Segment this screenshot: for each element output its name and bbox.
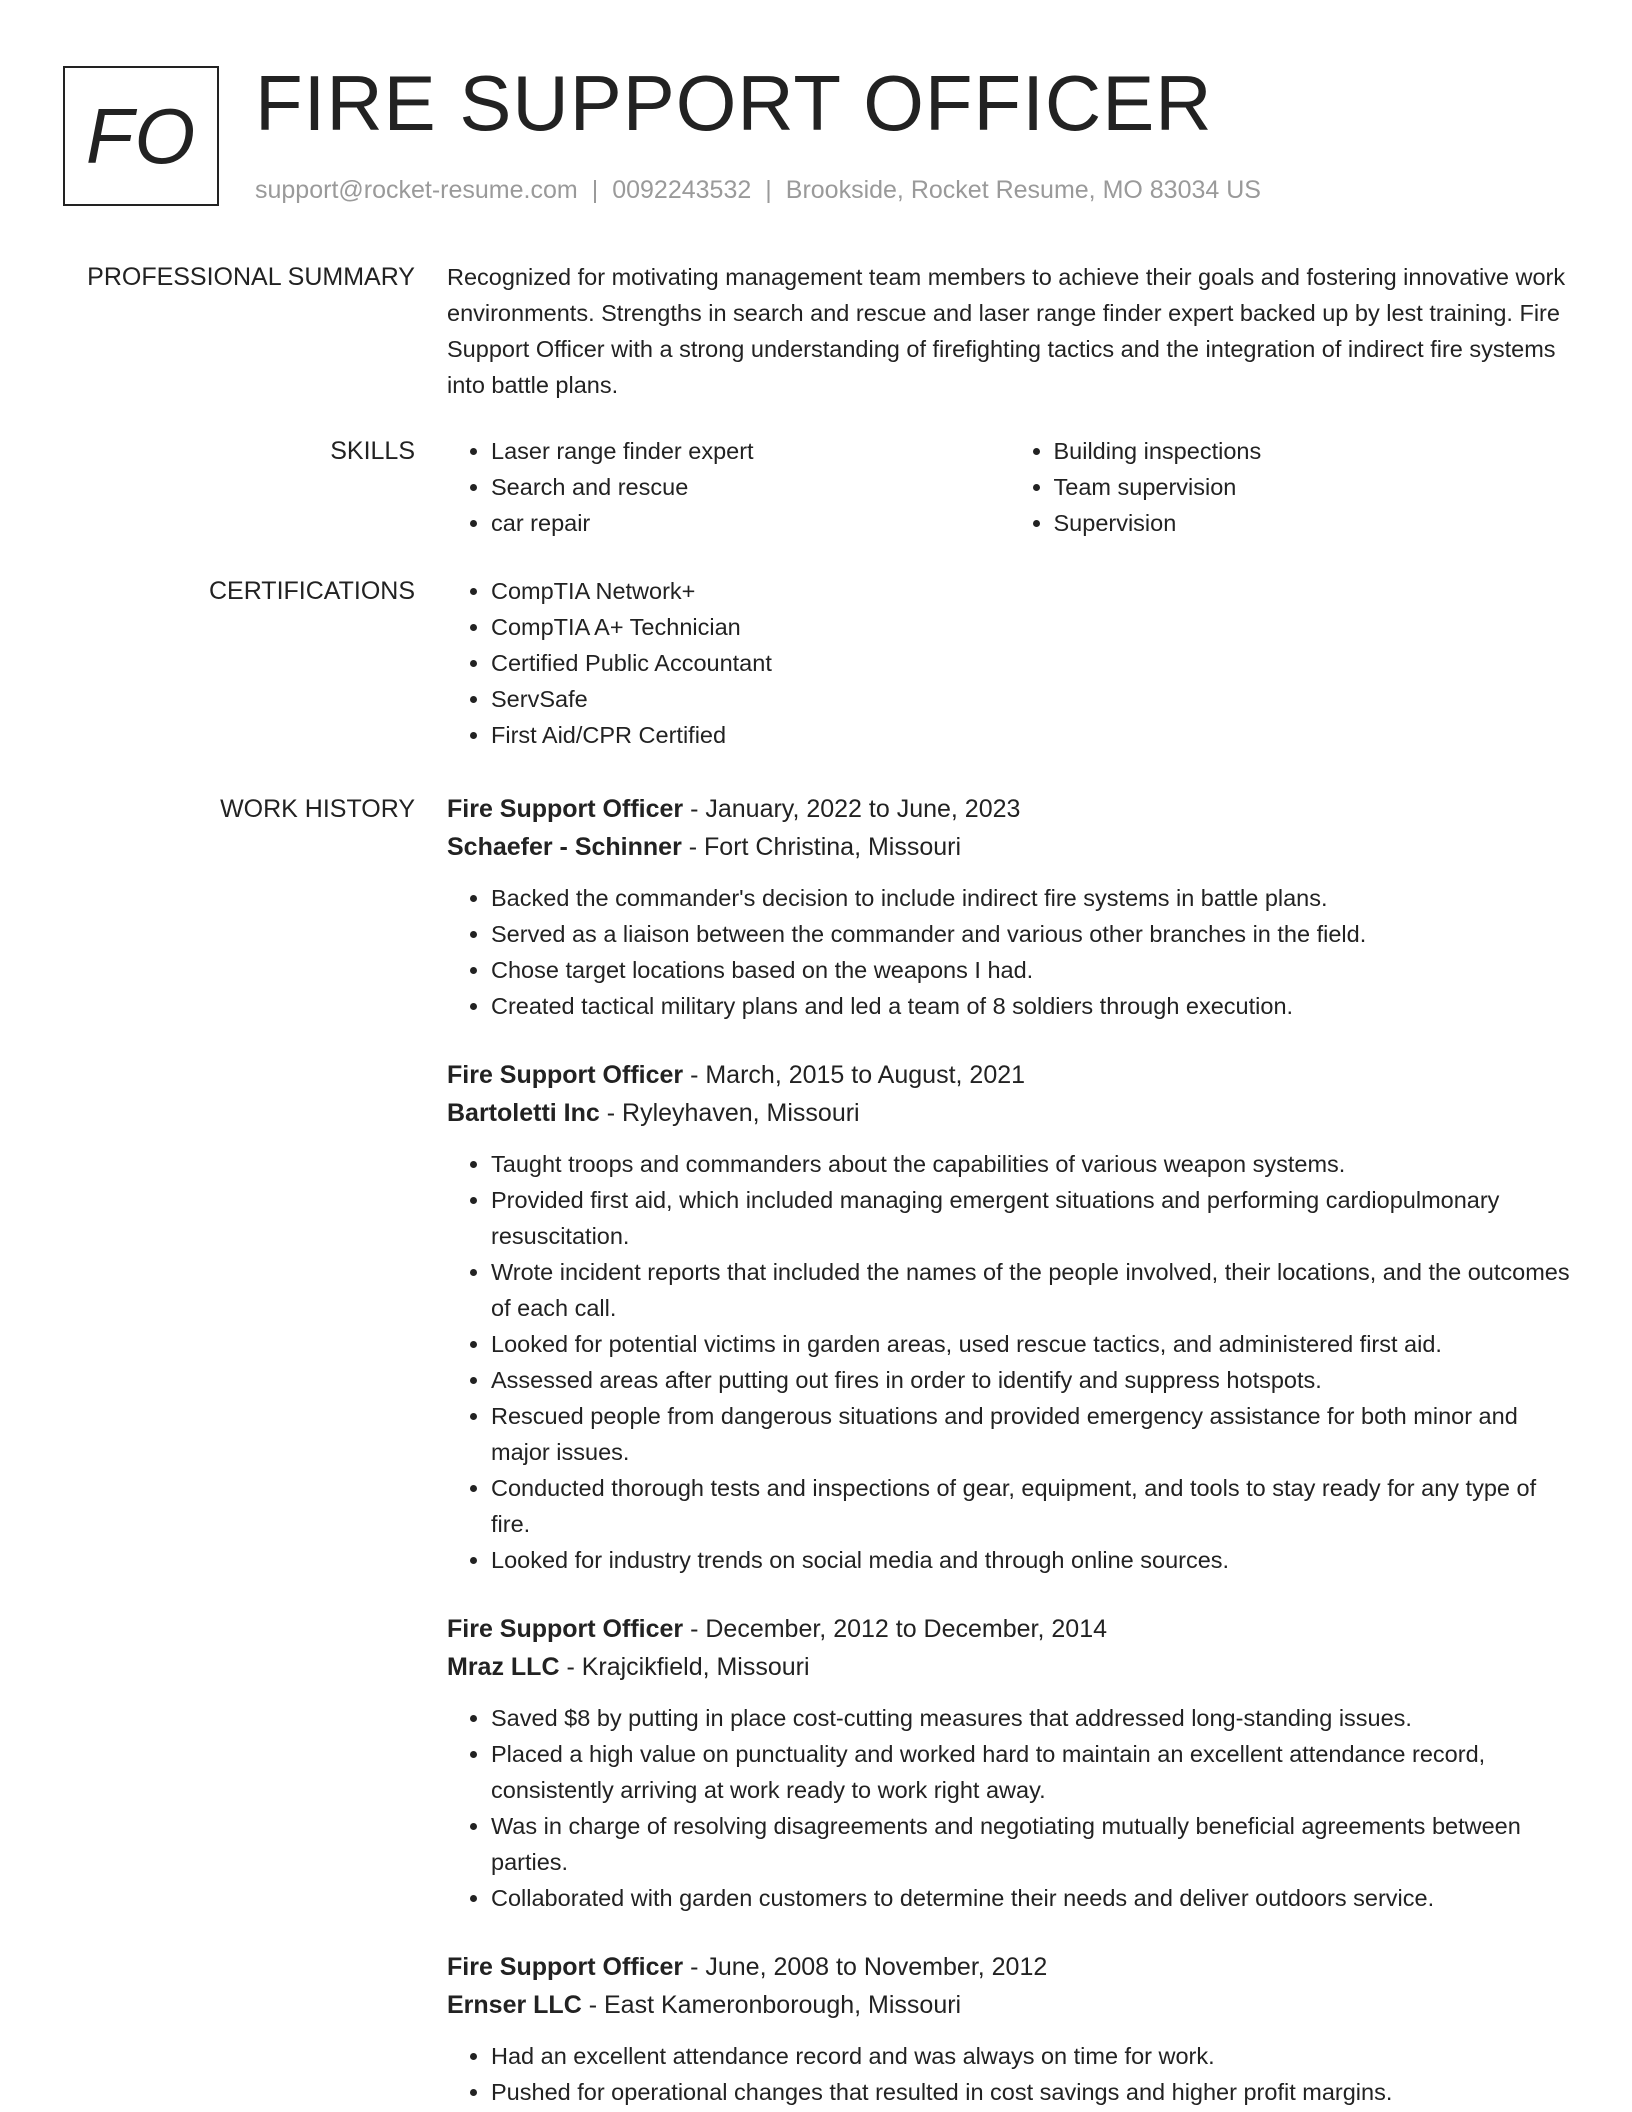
job-bullet: • Rescued people from dangerous situations and provided emergency assistance for both minor and major issues.	[491, 1398, 1572, 1470]
job-title-line: Fire Support Officer - March, 2015 to August, 2021	[447, 1061, 1026, 1089]
job-bullet: • Conducted thorough tests and inspections of gear, equipment, and tools to stay ready for any type of fire.	[491, 1470, 1572, 1542]
job-title: Fire Support Officer	[447, 1061, 684, 1089]
job-bullet: • Assessed areas after putting out fires in order to identify and suppress hotspots.	[491, 1362, 1572, 1398]
job-bullet: • Taught troops and commanders about the capabilities of various weapon systems.	[491, 1146, 1572, 1182]
skills-label: SKILLS	[330, 437, 415, 465]
job-bullet: • Pushed for operational changes that resulted in cost savings and higher profit margins.	[491, 2074, 1572, 2110]
skill-item: • Team supervision	[1054, 469, 1573, 505]
address-text: Brookside, Rocket Resume, MO 83034 US	[785, 176, 1261, 204]
certification-item: • CompTIA A+ Technician	[491, 609, 1572, 645]
job-company: Mraz LLC	[447, 1653, 560, 1681]
job-dates: January, 2022 to June, 2023	[705, 795, 1021, 823]
job-location: Ryleyhaven, Missouri	[622, 1099, 860, 1127]
monogram-initials: FO	[63, 66, 219, 206]
job-bullet: • Was in charge of resolving disagreements and negotiating mutually beneficial agreements between parties.	[491, 1808, 1572, 1880]
job-company: Schaefer - Schinner	[447, 833, 682, 861]
job-company-line: Mraz LLC - Krajcikfield, Missouri	[447, 1653, 810, 1681]
job-bullet: • Created tactical military plans and led a team of 8 soldiers through execution.	[491, 988, 1572, 1024]
skill-item: • car repair	[491, 505, 1010, 541]
job-entry	[447, 1610, 1572, 1916]
phone-text: 0092243532	[612, 176, 752, 204]
job-bullets	[447, 1700, 1572, 1916]
job-location: Krajcikfield, Missouri	[581, 1653, 810, 1681]
job-company: Bartoletti Inc	[447, 1099, 600, 1127]
certification-item: • ServSafe	[491, 681, 1572, 717]
job-dates: June, 2008 to November, 2012	[705, 1953, 1048, 1981]
work-history-label: WORK HISTORY	[220, 795, 415, 823]
job-company-line: Schaefer - Schinner - Fort Christina, Missouri	[447, 833, 962, 861]
job-bullets	[447, 1146, 1572, 1578]
job-bullets	[447, 2038, 1572, 2110]
job-company: Ernser LLC	[447, 1991, 582, 2019]
job-bullet: • Wrote incident reports that included the names of the people involved, their locations, and the outcomes of each call.	[491, 1254, 1572, 1326]
skill-item: • Supervision	[1054, 505, 1573, 541]
email-text: support@rocket-resume.com	[255, 176, 578, 204]
job-dates: December, 2012 to December, 2014	[705, 1615, 1107, 1643]
work-history-body	[447, 790, 1572, 2110]
certification-item: • First Aid/CPR Certified	[491, 717, 1572, 753]
skills-body	[447, 433, 1572, 541]
summary-label: PROFESSIONAL SUMMARY	[87, 263, 415, 291]
separator: |	[765, 176, 772, 204]
skill-item: • Laser range finder expert	[491, 433, 1010, 469]
skills-list-left	[447, 433, 1010, 541]
skills-list-right	[1010, 433, 1573, 541]
job-dates: March, 2015 to August, 2021	[705, 1061, 1026, 1089]
job-title-line: Fire Support Officer - January, 2022 to June, 2023	[447, 795, 1021, 823]
summary-body	[447, 259, 1572, 403]
skill-item: • Search and rescue	[491, 469, 1010, 505]
certifications-list	[447, 573, 1572, 753]
job-bullet: • Chose target locations based on the weapons I had.	[491, 952, 1572, 988]
skill-item: • Building inspections	[1054, 433, 1573, 469]
job-entry	[447, 790, 1572, 1024]
certifications-body	[447, 573, 1572, 753]
job-entry	[447, 1056, 1572, 1578]
job-bullet: • Collaborated with garden customers to determine their needs and deliver outdoors service.	[491, 1880, 1572, 1916]
job-bullets	[447, 880, 1572, 1024]
job-title: Fire Support Officer	[447, 1953, 684, 1981]
certifications-label: CERTIFICATIONS	[208, 577, 415, 605]
job-bullet: • Saved $8 by putting in place cost-cutting measures that addressed long-standing issues.	[491, 1700, 1572, 1736]
job-bullet: • Placed a high value on punctuality and worked hard to maintain an excellent attendance record, consistently arriving at work ready to work right away.	[491, 1736, 1572, 1808]
job-bullet: • Backed the commander's decision to include indirect fire systems in battle plans.	[491, 880, 1572, 916]
separator: |	[591, 176, 599, 204]
job-bullet: • Served as a liaison between the commander and various other branches in the field.	[491, 916, 1572, 952]
contact-line	[255, 174, 1261, 206]
job-company-line: Ernser LLC - East Kameronborough, Missouri	[447, 1991, 962, 2019]
job-bullet: • Looked for potential victims in garden areas, used rescue tactics, and administered first aid.	[491, 1326, 1572, 1362]
certification-item: • Certified Public Accountant	[491, 645, 1572, 681]
certification-item: • CompTIA Network+	[491, 573, 1572, 609]
job-bullet: • Provided first aid, which included managing emergent situations and performing cardiopulmonary resuscitation.	[491, 1182, 1572, 1254]
job-bullet: • Had an excellent attendance record and was always on time for work.	[491, 2038, 1572, 2074]
job-title: Fire Support Officer	[447, 795, 684, 823]
resume-title: FIRE SUPPORT OFFICER	[255, 59, 1213, 147]
job-entry	[447, 1948, 1572, 2110]
job-location: East Kameronborough, Missouri	[603, 1991, 962, 2019]
summary-text: Recognized for motivating management team members to achieve their goals and fostering innovative work environments. Strengths in search and rescue and laser range finder expert backed up by lest training. Fire Support Officer with a strong understanding of firefighting tactics and the integration of indirect fire systems into battle plans.	[447, 264, 1566, 398]
job-title: Fire Support Officer	[447, 1615, 684, 1643]
job-location: Fort Christina, Missouri	[704, 833, 962, 861]
job-title-line: Fire Support Officer - June, 2008 to November, 2012	[447, 1953, 1048, 1981]
job-bullet: • Looked for industry trends on social media and through online sources.	[491, 1542, 1572, 1578]
job-title-line: Fire Support Officer - December, 2012 to December, 2014	[447, 1615, 1107, 1643]
job-company-line: Bartoletti Inc - Ryleyhaven, Missouri	[447, 1099, 860, 1127]
